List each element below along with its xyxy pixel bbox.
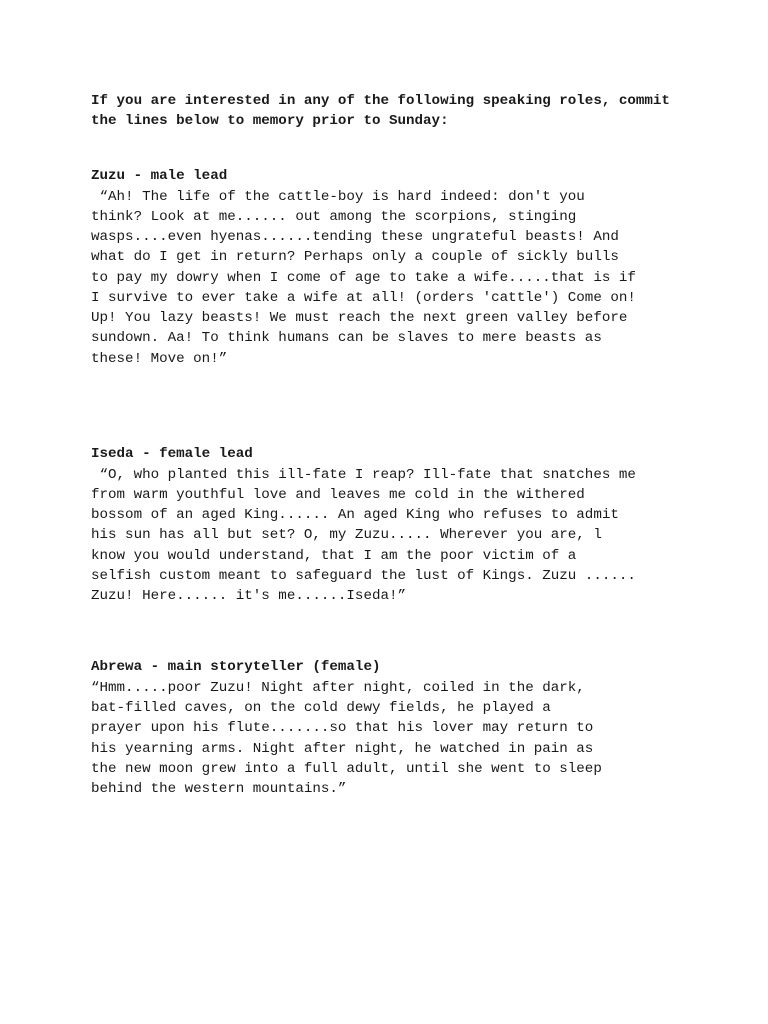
abrewa-line-5: the new moon grew into a full adult, until she went to sleep	[91, 761, 602, 777]
abrewa-line-1: “Hmm.....poor Zuzu! Night after night, coiled in the dark,	[91, 680, 585, 696]
role-heading-zuzu: Zuzu - male lead	[91, 168, 228, 184]
intro-line-1: If you are interested in any of the following speaking roles, commit	[91, 93, 670, 109]
zuzu-line-4: what do I get in return? Perhaps only a couple of sickly bulls	[91, 249, 619, 265]
iseda-line-4: his sun has all but set? O, my Zuzu..... Wherever you are, l	[91, 527, 602, 543]
zuzu-line-8: sundown. Aa! To think humans can be slaves to mere beasts as	[91, 330, 602, 346]
zuzu-line-2: think? Look at me...... out among the scorpions, stinging	[91, 209, 577, 225]
zuzu-line-1: “Ah! The life of the cattle-boy is hard indeed: don't you	[91, 189, 585, 205]
abrewa-line-4: his yearning arms. Night after night, he watched in pain as	[91, 741, 594, 757]
role-heading-iseda: Iseda - female lead	[91, 446, 253, 462]
iseda-line-6: selfish custom meant to safeguard the lust of Kings. Zuzu ......	[91, 568, 636, 584]
zuzu-line-9: these! Move on!”	[91, 351, 228, 367]
iseda-line-3: bossom of an aged King...... An aged King who refuses to admit	[91, 507, 619, 523]
iseda-line-5: know you would understand, that I am the poor victim of a	[91, 548, 577, 564]
abrewa-line-3: prayer upon his flute.......so that his lover may return to	[91, 720, 594, 736]
zuzu-line-5: to pay my dowry when I come of age to take a wife.....that is if	[91, 270, 636, 286]
role-heading-abrewa: Abrewa - main storyteller (female)	[91, 659, 381, 675]
zuzu-line-3: wasps....even hyenas......tending these ungrateful beasts! And	[91, 229, 619, 245]
abrewa-line-2: bat-filled caves, on the cold dewy fields, he played a	[91, 700, 551, 716]
intro-line-2: the lines below to memory prior to Sunday:	[91, 113, 449, 129]
iseda-line-1: “O, who planted this ill-fate I reap? Ill-fate that snatches me	[91, 467, 636, 483]
iseda-line-2: from warm youthful love and leaves me cold in the withered	[91, 487, 585, 503]
abrewa-line-6: behind the western mountains.”	[91, 781, 347, 797]
iseda-line-7: Zuzu! Here...... it's me......Iseda!”	[91, 588, 407, 604]
zuzu-line-7: Up! You lazy beasts! We must reach the next green valley before	[91, 310, 628, 326]
zuzu-line-6: I survive to ever take a wife at all! (orders 'cattle') Come on!	[91, 290, 636, 306]
